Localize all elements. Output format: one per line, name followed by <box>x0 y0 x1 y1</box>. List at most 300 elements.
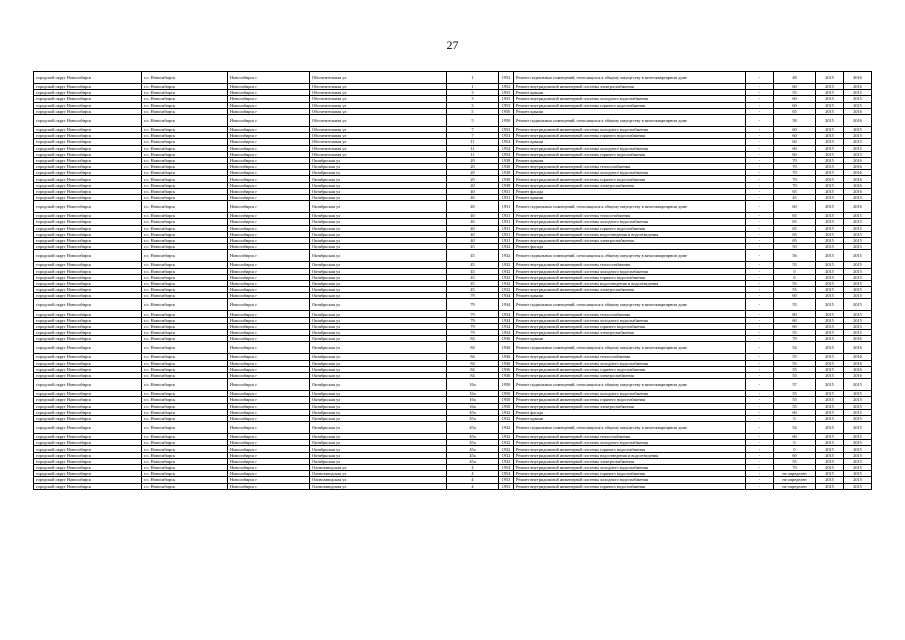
end-year-cell: 2016 <box>844 354 872 360</box>
locality-type-cell: г.о. Новосибирск <box>142 366 228 372</box>
start-year-cell: 2015 <box>816 483 844 489</box>
house-number-cell: 45а <box>447 446 499 452</box>
start-year-cell: 2015 <box>816 409 844 415</box>
dash-cell: - <box>746 280 774 286</box>
work-type-cell: Ремонт внутридомовой инженерной системы водоотведения и водоотведения <box>514 452 746 458</box>
start-year-cell: 2015 <box>816 354 844 360</box>
start-year-cell: 2015 <box>816 108 844 114</box>
locality-type-cell: г.о. Новосибирск <box>142 342 228 354</box>
locality-type-cell: г.о. Новосибирск <box>142 274 228 280</box>
street-cell: Октябрьская ул <box>310 440 447 446</box>
locality-type-cell: г.о. Новосибирск <box>142 483 228 489</box>
dash-cell: - <box>746 157 774 163</box>
work-type-cell: Ремонт внутридомовой инженерной системы горячего водоснабжения <box>514 366 746 372</box>
wear-percent-cell: 57 <box>774 379 816 391</box>
municipality-cell: городской округ Новосибирск <box>34 293 142 299</box>
work-type-cell: Ремонт внутридомовой инженерной системы холодного водоснабжения <box>514 465 746 471</box>
wear-percent-cell: 50 <box>774 244 816 250</box>
end-year-cell: 2015 <box>844 330 872 336</box>
end-year-cell: 2016 <box>844 360 872 366</box>
house-number-cell: 20 <box>447 176 499 182</box>
municipality-cell: городской округ Новосибирск <box>34 287 142 293</box>
municipality-cell: городской округ Новосибирск <box>34 317 142 323</box>
street-cell: Октябрьская ул <box>310 293 447 299</box>
wear-percent-cell: 0 <box>774 440 816 446</box>
city-cell: Новосибирск г <box>228 483 310 489</box>
table-row <box>34 114 872 126</box>
wear-percent-cell: 70 <box>774 170 816 176</box>
city-cell: Новосибирск г <box>228 182 310 188</box>
work-type-cell: Ремонт внутридомовой инженерной системы горячего водоснабжения <box>514 274 746 280</box>
wear-percent-cell: не определен <box>774 477 816 483</box>
end-year-cell: 2015 <box>844 96 872 102</box>
house-number-cell: 11 <box>447 145 499 151</box>
locality-type-cell: г.о. Новосибирск <box>142 280 228 286</box>
end-year-cell: 2015 <box>844 391 872 397</box>
municipality-cell: городской округ Новосибирск <box>34 268 142 274</box>
dash-cell: - <box>746 360 774 366</box>
street-cell: Октябрьская ул <box>310 379 447 391</box>
city-cell: Новосибирск г <box>228 176 310 182</box>
dash-cell: - <box>746 403 774 409</box>
wear-percent-cell: 55 <box>774 330 816 336</box>
street-cell: Октябрьская ул <box>310 415 447 421</box>
wear-percent-cell: 60 <box>774 126 816 132</box>
year-built-cell: 1950 <box>499 379 514 391</box>
city-cell: Новосибирск г <box>228 330 310 336</box>
year-built-cell: 1953 <box>499 477 514 483</box>
year-built-cell: 1932 <box>499 458 514 464</box>
locality-type-cell: г.о. Новосибирск <box>142 72 228 84</box>
city-cell: Новосибирск г <box>228 446 310 452</box>
street-cell: Октябрьская ул <box>310 268 447 274</box>
street-cell: Октябрьская ул <box>310 366 447 372</box>
street-cell: Октябрьская ул <box>310 403 447 409</box>
street-cell: Октябрьская ул <box>310 225 447 231</box>
work-type-cell: Ремонт крыши <box>514 139 746 145</box>
dash-cell: - <box>746 274 774 280</box>
year-built-cell: 1953 <box>499 90 514 96</box>
start-year-cell: 2015 <box>816 84 844 90</box>
end-year-cell: 2016 <box>844 336 872 342</box>
locality-type-cell: г.о. Новосибирск <box>142 151 228 157</box>
start-year-cell: 2015 <box>816 293 844 299</box>
start-year-cell: 2015 <box>816 397 844 403</box>
municipality-cell: городской округ Новосибирск <box>34 96 142 102</box>
municipality-cell: городской округ Новосибирск <box>34 360 142 366</box>
street-cell: Октябрьская ул <box>310 188 447 194</box>
wear-percent-cell: 0 <box>774 415 816 421</box>
end-year-cell: 2015 <box>844 446 872 452</box>
locality-type-cell: г.о. Новосибирск <box>142 440 228 446</box>
year-built-cell: 1938 <box>499 164 514 170</box>
city-cell: Новосибирск г <box>228 471 310 477</box>
work-type-cell: Ремонт крыши <box>514 293 746 299</box>
start-year-cell: 2015 <box>816 452 844 458</box>
year-built-cell: 1931 <box>499 237 514 243</box>
end-year-cell: 2015 <box>844 409 872 415</box>
locality-type-cell: г.о. Новосибирск <box>142 323 228 329</box>
end-year-cell: 2016 <box>844 176 872 182</box>
municipality-cell: городской округ Новосибирск <box>34 114 142 126</box>
municipality-cell: городской округ Новосибирск <box>34 213 142 219</box>
start-year-cell: 2015 <box>816 403 844 409</box>
wear-percent-cell: не определен <box>774 483 816 489</box>
start-year-cell: 2015 <box>816 237 844 243</box>
house-number-cell: 1 <box>447 72 499 84</box>
municipality-cell: городской округ Новосибирск <box>34 465 142 471</box>
end-year-cell: 2016 <box>844 170 872 176</box>
work-type-cell: Ремонт подвальных помещений, относящихся к общему имуществу в многоквартирном доме <box>514 114 746 126</box>
end-year-cell: 2015 <box>844 397 872 403</box>
end-year-cell: 2015 <box>844 262 872 268</box>
locality-type-cell: г.о. Новосибирск <box>142 422 228 434</box>
year-built-cell: 1934 <box>499 293 514 299</box>
municipality-cell: городской округ Новосибирск <box>34 237 142 243</box>
dash-cell: - <box>746 244 774 250</box>
wear-percent-cell: 70 <box>774 336 816 342</box>
work-type-cell: Ремонт внутридомовой инженерной системы холодного водоснабжения <box>514 440 746 446</box>
end-year-cell: 2016 <box>844 72 872 84</box>
start-year-cell: 2015 <box>816 231 844 237</box>
start-year-cell: 2015 <box>816 170 844 176</box>
house-number-cell: 20 <box>447 164 499 170</box>
wear-percent-cell: 54 <box>774 422 816 434</box>
street-cell: Обогатительная ул <box>310 151 447 157</box>
work-type-cell: Ремонт подвальных помещений, относящихся к общему имуществу в многоквартирном доме <box>514 379 746 391</box>
table-row <box>34 250 872 262</box>
work-type-cell: Ремонт внутридомовой инженерной системы водоотведения и водоотведения <box>514 231 746 237</box>
street-cell: Октябрьская ул <box>310 434 447 440</box>
dash-cell: - <box>746 299 774 311</box>
house-number-cell: 45а <box>447 458 499 464</box>
house-number-cell: 79 <box>447 293 499 299</box>
year-built-cell: 1950 <box>499 403 514 409</box>
wear-percent-cell: 60 <box>774 151 816 157</box>
start-year-cell: 2015 <box>816 262 844 268</box>
wear-percent-cell: 55 <box>774 299 816 311</box>
city-cell: Новосибирск г <box>228 102 310 108</box>
house-number-cell: 84 <box>447 336 499 342</box>
street-cell: Обогатительная ул <box>310 72 447 84</box>
start-year-cell: 2015 <box>816 151 844 157</box>
start-year-cell: 2015 <box>816 72 844 84</box>
wear-percent-cell: 60 <box>774 317 816 323</box>
dash-cell: - <box>746 452 774 458</box>
house-number-cell: 4 <box>447 465 499 471</box>
end-year-cell: 2016 <box>844 372 872 378</box>
city-cell: Новосибирск г <box>228 409 310 415</box>
city-cell: Новосибирск г <box>228 397 310 403</box>
house-number-cell: 79 <box>447 323 499 329</box>
city-cell: Новосибирск г <box>228 434 310 440</box>
year-built-cell: 1931 <box>499 195 514 201</box>
start-year-cell: 2015 <box>816 287 844 293</box>
work-type-cell: Ремонт внутридомовой инженерной системы электроснабжения <box>514 372 746 378</box>
street-cell: Оловозаводская ул <box>310 465 447 471</box>
end-year-cell: 2015 <box>844 274 872 280</box>
street-cell: Октябрьская ул <box>310 287 447 293</box>
end-year-cell: 2015 <box>844 231 872 237</box>
city-cell: Новосибирск г <box>228 268 310 274</box>
city-cell: Новосибирск г <box>228 90 310 96</box>
city-cell: Новосибирск г <box>228 213 310 219</box>
dash-cell: - <box>746 84 774 90</box>
work-type-cell: Ремонт внутридомовой инженерной системы холодного водоснабжения <box>514 145 746 151</box>
dash-cell: - <box>746 145 774 151</box>
year-built-cell: 1932 <box>499 274 514 280</box>
wear-percent-cell: 55 <box>774 403 816 409</box>
work-type-cell: Ремонт фасада <box>514 244 746 250</box>
end-year-cell: 2016 <box>844 366 872 372</box>
municipality-cell: городской округ Новосибирск <box>34 330 142 336</box>
year-built-cell: 1932 <box>499 244 514 250</box>
dash-cell: - <box>746 126 774 132</box>
city-cell: Новосибирск г <box>228 458 310 464</box>
municipality-cell: городской округ Новосибирск <box>34 84 142 90</box>
municipality-cell: городской округ Новосибирск <box>34 219 142 225</box>
wear-percent-cell: 58 <box>774 114 816 126</box>
wear-percent-cell: 70 <box>774 164 816 170</box>
wear-percent-cell: 0 <box>774 268 816 274</box>
house-number-cell: 84 <box>447 360 499 366</box>
dash-cell: - <box>746 323 774 329</box>
year-built-cell: 1931 <box>499 219 514 225</box>
start-year-cell: 2015 <box>816 145 844 151</box>
year-built-cell: 1931 <box>499 188 514 194</box>
work-type-cell: Ремонт внутридомовой инженерной системы горячего водоснабжения <box>514 323 746 329</box>
start-year-cell: 2015 <box>816 471 844 477</box>
locality-type-cell: г.о. Новосибирск <box>142 262 228 268</box>
year-built-cell: 1952 <box>499 84 514 90</box>
year-built-cell: 1953 <box>499 126 514 132</box>
dash-cell: - <box>746 330 774 336</box>
wear-percent-cell: 60 <box>774 409 816 415</box>
city-cell: Новосибирск г <box>228 145 310 151</box>
house-number-cell: 45а <box>447 415 499 421</box>
locality-type-cell: г.о. Новосибирск <box>142 465 228 471</box>
dash-cell: - <box>746 176 774 182</box>
dash-cell: - <box>746 102 774 108</box>
year-built-cell: 1932 <box>499 446 514 452</box>
work-type-cell: Ремонт внутридомовой инженерной системы холодного водоснабжения <box>514 219 746 225</box>
work-type-cell: Ремонт внутридомовой инженерной системы электроснабжения <box>514 287 746 293</box>
locality-type-cell: г.о. Новосибирск <box>142 434 228 440</box>
wear-percent-cell: 60 <box>774 96 816 102</box>
start-year-cell: 2015 <box>816 164 844 170</box>
dash-cell: - <box>746 354 774 360</box>
street-cell: Октябрьская ул <box>310 372 447 378</box>
work-type-cell: Ремонт внутридомовой инженерной системы холодного водоснабжения <box>514 317 746 323</box>
dash-cell: - <box>746 133 774 139</box>
city-cell: Новосибирск г <box>228 415 310 421</box>
year-built-cell: 1936 <box>499 366 514 372</box>
year-built-cell: 1953 <box>499 133 514 139</box>
work-type-cell: Ремонт внутридомовой инженерной системы холодного водоснабжения <box>514 170 746 176</box>
municipality-cell: городской округ Новосибирск <box>34 133 142 139</box>
end-year-cell: 2015 <box>844 287 872 293</box>
house-number-cell: 45 <box>447 287 499 293</box>
locality-type-cell: г.о. Новосибирск <box>142 96 228 102</box>
table-row <box>34 342 872 354</box>
end-year-cell: 2015 <box>844 415 872 421</box>
locality-type-cell: г.о. Новосибирск <box>142 268 228 274</box>
municipality-cell: городской округ Новосибирск <box>34 311 142 317</box>
work-type-cell: Ремонт внутридомовой инженерной системы горячего водоснабжения <box>514 133 746 139</box>
year-built-cell: 1938 <box>499 170 514 176</box>
house-number-cell: 40 <box>447 213 499 219</box>
dash-cell: - <box>746 458 774 464</box>
house-number-cell: 79 <box>447 330 499 336</box>
house-number-cell: 84 <box>447 372 499 378</box>
house-number-cell: 40 <box>447 231 499 237</box>
work-type-cell: Ремонт подвальных помещений, относящихся к общему имуществу в многоквартирном доме <box>514 201 746 213</box>
dash-cell: - <box>746 90 774 96</box>
house-number-cell: 79 <box>447 299 499 311</box>
street-cell: Октябрьская ул <box>310 213 447 219</box>
work-type-cell: Ремонт крыши <box>514 195 746 201</box>
locality-type-cell: г.о. Новосибирск <box>142 231 228 237</box>
dash-cell: - <box>746 219 774 225</box>
city-cell: Новосибирск г <box>228 372 310 378</box>
house-number-cell: 45а <box>447 422 499 434</box>
year-built-cell: 1934 <box>499 317 514 323</box>
table-row <box>34 72 872 84</box>
end-year-cell: 2015 <box>844 379 872 391</box>
city-cell: Новосибирск г <box>228 219 310 225</box>
wear-percent-cell: 55 <box>774 354 816 360</box>
start-year-cell: 2015 <box>816 139 844 145</box>
year-built-cell: 1953 <box>499 483 514 489</box>
dash-cell: - <box>746 182 774 188</box>
municipality-cell: городской округ Новосибирск <box>34 458 142 464</box>
work-type-cell: Ремонт внутридомовой инженерной системы горячего водоснабжения <box>514 483 746 489</box>
municipality-cell: городской округ Новосибирск <box>34 354 142 360</box>
wear-percent-cell: 60 <box>774 434 816 440</box>
municipality-cell: городской округ Новосибирск <box>34 72 142 84</box>
work-type-cell: Ремонт крыши <box>514 336 746 342</box>
start-year-cell: 2015 <box>816 299 844 311</box>
end-year-cell: 2016 <box>844 164 872 170</box>
end-year-cell: 2016 <box>844 342 872 354</box>
start-year-cell: 2015 <box>816 446 844 452</box>
locality-type-cell: г.о. Новосибирск <box>142 336 228 342</box>
dash-cell: - <box>746 293 774 299</box>
locality-type-cell: г.о. Новосибирск <box>142 477 228 483</box>
wear-percent-cell: 60 <box>774 133 816 139</box>
locality-type-cell: г.о. Новосибирск <box>142 157 228 163</box>
city-cell: Новосибирск г <box>228 164 310 170</box>
end-year-cell: 2016 <box>844 114 872 126</box>
work-type-cell: Ремонт внутридомовой инженерной системы горячего водоснабжения <box>514 446 746 452</box>
city-cell: Новосибирск г <box>228 72 310 84</box>
work-type-cell: Ремонт внутридомовой инженерной системы горячего водоснабжения <box>514 471 746 477</box>
work-type-cell: Ремонт внутридомовой инженерной системы теплоснабжения <box>514 354 746 360</box>
city-cell: Новосибирск г <box>228 170 310 176</box>
dash-cell: - <box>746 483 774 489</box>
year-built-cell: 1934 <box>499 323 514 329</box>
city-cell: Новосибирск г <box>228 287 310 293</box>
year-built-cell: 1936 <box>499 336 514 342</box>
house-number-cell: 45 <box>447 280 499 286</box>
locality-type-cell: г.о. Новосибирск <box>142 90 228 96</box>
municipality-cell: городской округ Новосибирск <box>34 102 142 108</box>
street-cell: Октябрьская ул <box>310 274 447 280</box>
table-row <box>34 379 872 391</box>
street-cell: Октябрьская ул <box>310 336 447 342</box>
end-year-cell: 2016 <box>844 182 872 188</box>
locality-type-cell: г.о. Новосибирск <box>142 403 228 409</box>
locality-type-cell: г.о. Новосибирск <box>142 244 228 250</box>
wear-percent-cell: 48 <box>774 72 816 84</box>
dash-cell: - <box>746 287 774 293</box>
city-cell: Новосибирск г <box>228 231 310 237</box>
house-number-cell: 5 <box>447 108 499 114</box>
start-year-cell: 2015 <box>816 317 844 323</box>
work-type-cell: Ремонт внутридомовой инженерной системы электроснабжения <box>514 84 746 90</box>
work-type-cell: Ремонт внутридомовой инженерной системы горячего водоснабжения <box>514 102 746 108</box>
start-year-cell: 2015 <box>816 330 844 336</box>
end-year-cell: 2015 <box>844 126 872 132</box>
end-year-cell: 2015 <box>844 195 872 201</box>
dash-cell: - <box>746 72 774 84</box>
work-type-cell: Ремонт подвальных помещений, относящихся к общему имуществу в многоквартирном доме <box>514 250 746 262</box>
locality-type-cell: г.о. Новосибирск <box>142 397 228 403</box>
start-year-cell: 2015 <box>816 372 844 378</box>
city-cell: Новосибирск г <box>228 188 310 194</box>
year-built-cell: 1950 <box>499 114 514 126</box>
start-year-cell: 2015 <box>816 195 844 201</box>
year-built-cell: 1932 <box>499 268 514 274</box>
work-type-cell: Ремонт внутридомовой инженерной системы теплоснабжения <box>514 213 746 219</box>
dash-cell: - <box>746 96 774 102</box>
year-built-cell: 1936 <box>499 372 514 378</box>
table-row <box>34 483 872 489</box>
start-year-cell: 2015 <box>816 213 844 219</box>
start-year-cell: 2015 <box>816 102 844 108</box>
city-cell: Новосибирск г <box>228 201 310 213</box>
house-number-cell: 4 <box>447 471 499 477</box>
municipality-cell: городской округ Новосибирск <box>34 403 142 409</box>
year-built-cell: 1954 <box>499 145 514 151</box>
work-type-cell: Ремонт внутридомовой инженерной системы электроснабжения <box>514 237 746 243</box>
start-year-cell: 2015 <box>816 225 844 231</box>
start-year-cell: 2015 <box>816 280 844 286</box>
city-cell: Новосибирск г <box>228 317 310 323</box>
wear-percent-cell: не определен <box>774 471 816 477</box>
dash-cell: - <box>746 311 774 317</box>
street-cell: Октябрьская ул <box>310 164 447 170</box>
end-year-cell: 2015 <box>844 293 872 299</box>
dash-cell: - <box>746 391 774 397</box>
municipality-cell: городской округ Новосибирск <box>34 145 142 151</box>
city-cell: Новосибирск г <box>228 126 310 132</box>
wear-percent-cell: 0 <box>774 446 816 452</box>
wear-percent-cell: 55 <box>774 372 816 378</box>
street-cell: Октябрьская ул <box>310 397 447 403</box>
work-type-cell: Ремонт внутридомовой инженерной системы холодного водоснабжения <box>514 268 746 274</box>
city-cell: Новосибирск г <box>228 422 310 434</box>
end-year-cell: 2015 <box>844 483 872 489</box>
municipality-cell: городской округ Новосибирск <box>34 379 142 391</box>
end-year-cell: 2015 <box>844 422 872 434</box>
locality-type-cell: г.о. Новосибирск <box>142 225 228 231</box>
start-year-cell: 2015 <box>816 336 844 342</box>
wear-percent-cell: 70 <box>774 176 816 182</box>
locality-type-cell: г.о. Новосибирск <box>142 170 228 176</box>
house-number-cell: 3 <box>447 102 499 108</box>
municipality-cell: городской округ Новосибирск <box>34 274 142 280</box>
